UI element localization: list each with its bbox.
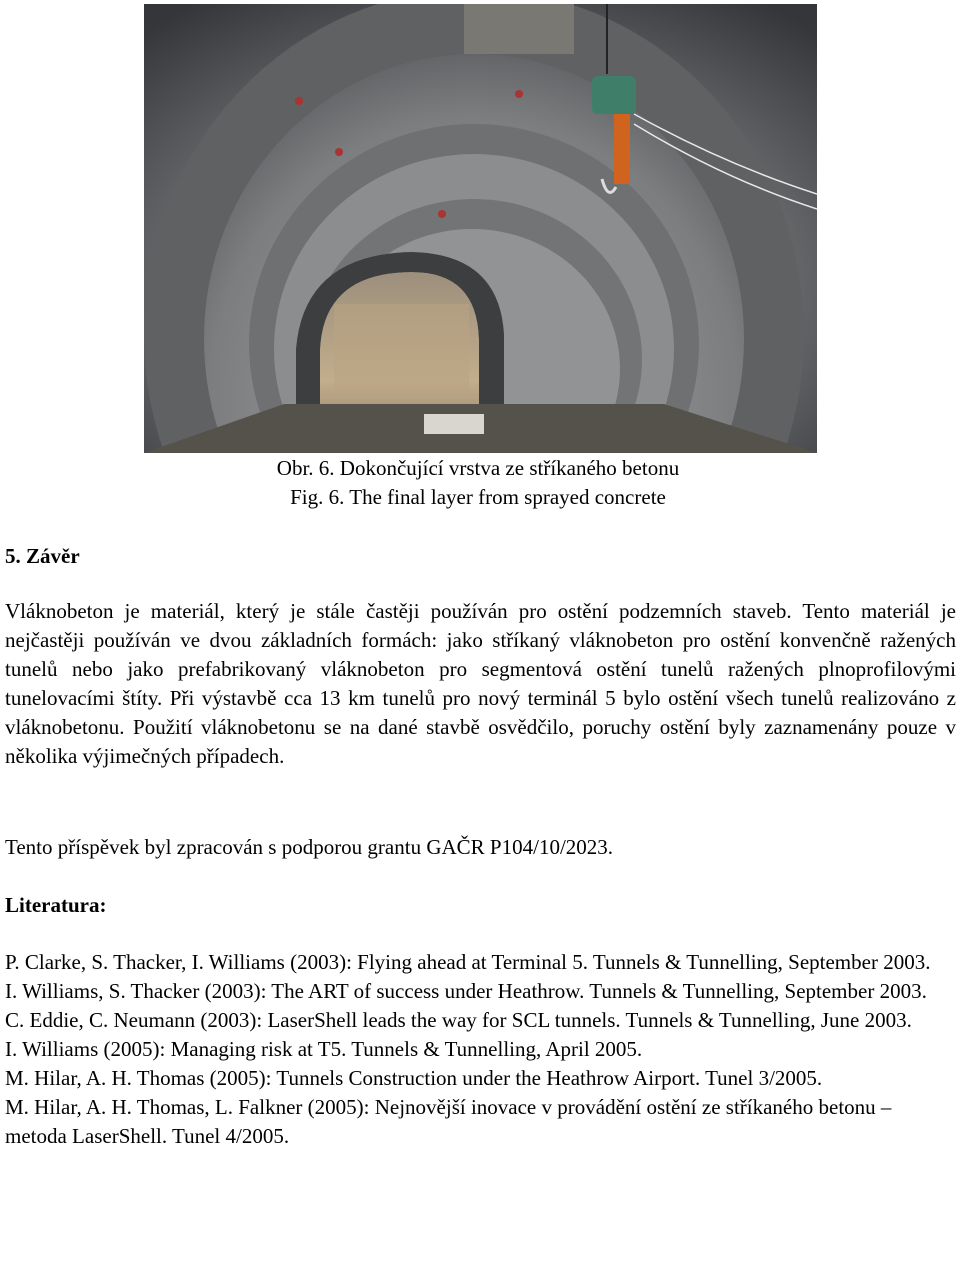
- materials-pile: [424, 414, 484, 434]
- far-wall-panels: [334, 304, 469, 394]
- bolt: [515, 90, 523, 98]
- conclusion-paragraph: Vláknobeton je materiál, který je stále častěji používán pro ostění podzemních staveb. Tento materiál je nejčastěji používán ve dvou základních formách: jako stříkaný vláknobeton pro ostění konvenčně ražených tunelů nebo jako prefabrikovaný vláknobeton pro segmentová ostění tunelů ražených plnoprofilovými tunelovacími štíty. Při výstavbě cca 13 km tunelů pro nový terminál 5 bylo ostění všech tunelů realizováno z vláknobetonu. Použití vláknobetonu se na dané stavbě osvědčilo, poruchy ostění byly zaznamenány pouze v několika výjimečných případech.: [5, 599, 956, 768]
- grant-note: Tento příspěvek byl zpracován s podporou grantu GAČR P104/10/2023.: [5, 835, 614, 859]
- reference-item: M. Hilar, A. H. Thomas (2005): Tunnels Construction under the Heathrow Airport. Tunel 3/2005.: [5, 1066, 823, 1090]
- reference-item: I. Williams (2005): Managing risk at T5. Tunnels & Tunnelling, April 2005.: [5, 1037, 643, 1061]
- reference-item: M. Hilar, A. H. Thomas, L. Falkner (2005): Nejnovější inovace v provádění ostění ze stříkaného betonu – metoda LaserShell. Tunel 4/2005.: [5, 1095, 892, 1148]
- ceiling-bracket: [464, 4, 574, 54]
- hoist-motor: [592, 76, 636, 114]
- reference-item: I. Williams, S. Thacker (2003): The ART of success under Heathrow. Tunnels & Tunnelling, September 2003.: [5, 979, 927, 1003]
- section-heading: 5. Závěr: [5, 544, 80, 568]
- figure-caption-cz: Obr. 6. Dokončující vrstva ze stříkaného betonu: [276, 456, 680, 480]
- literature-heading: Literatura:: [5, 893, 107, 917]
- hoist-strap: [614, 114, 630, 184]
- bolt: [438, 210, 446, 218]
- reference-item: C. Eddie, C. Neumann (2003): LaserShell leads the way for SCL tunnels. Tunnels & Tunnelling, June 2003.: [5, 1008, 912, 1032]
- figure-caption-en: Fig. 6. The final layer from sprayed concrete: [290, 485, 666, 509]
- tunnel-illustration: [144, 4, 817, 453]
- bolt: [335, 148, 343, 156]
- bolt: [295, 97, 303, 105]
- tunnel-photo: [144, 4, 817, 453]
- reference-list: [5, 948, 956, 1151]
- reference-item: P. Clarke, S. Thacker, I. Williams (2003): Flying ahead at Terminal 5. Tunnels & Tunnelling, September 2003.: [5, 950, 931, 974]
